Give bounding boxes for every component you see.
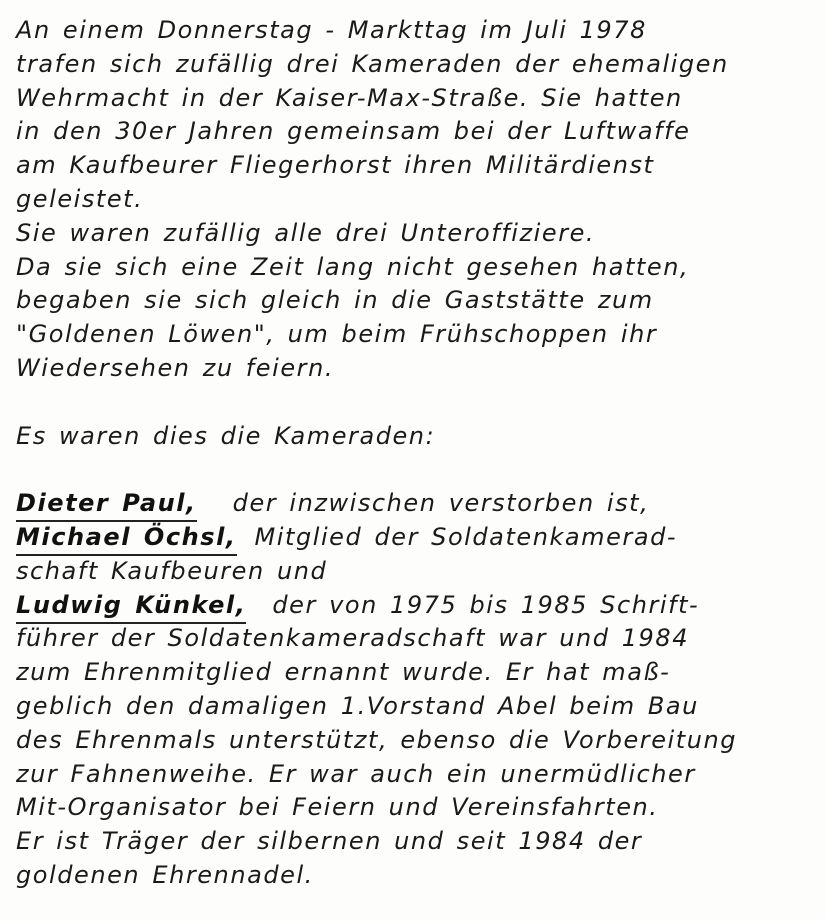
- comrade-entry-michael-oechsl: [16, 521, 816, 589]
- text-line: Mit-Organisator bei Feiern und Vereinsfahrten.: [16, 793, 659, 822]
- blank-line: [16, 453, 816, 487]
- comrade-entry-ludwig-kuenkel: [16, 589, 816, 893]
- comrade-name: Dieter Paul,: [16, 489, 197, 522]
- document-text: [16, 14, 816, 893]
- text-line: geleistet.: [16, 184, 144, 213]
- comrade-first-line: [16, 521, 816, 555]
- text-line: Wiedersehen zu feiern.: [16, 353, 335, 382]
- comrade-entry-dieter-paul: [16, 487, 816, 521]
- text-line: trafen sich zufällig drei Kameraden der ehemaligen: [16, 49, 729, 78]
- comrade-first-line: [16, 487, 816, 521]
- text-line: schaft Kaufbeuren und: [16, 556, 328, 585]
- comrade-first-line: [16, 589, 816, 623]
- comrade-description: der inzwischen verstorben ist,: [232, 489, 650, 518]
- text-line: Er ist Träger der silbernen und seit 1984 der: [16, 827, 643, 856]
- text-line: in den 30er Jahren gemeinsam bei der Luftwaffe: [16, 117, 691, 146]
- intro-paragraph: [16, 14, 816, 386]
- text-line: geblich den damaligen 1.Vorstand Abel beim Bau: [16, 691, 699, 720]
- text-line: "Goldenen Löwen", um beim Frühschoppen ihr: [16, 320, 658, 349]
- comrade-description: der von 1975 bis 1985 Schrift-: [272, 590, 700, 619]
- text-line: zur Fahnenweihe. Er war auch ein unermüdlicher: [16, 759, 696, 788]
- comrade-name: Ludwig Künkel,: [16, 591, 246, 624]
- text-line: zum Ehrenmitglied ernannt wurde. Er hat maß-: [16, 658, 671, 687]
- text-line: führer der Soldatenkameradschaft war und 1984: [16, 624, 690, 653]
- comrade-description: Mitglied der Soldatenkamerad-: [254, 522, 678, 551]
- text-line: goldenen Ehrennadel.: [16, 860, 314, 889]
- comrade-name: Michael Öchsl,: [16, 523, 237, 556]
- comrades-intro: Es waren dies die Kameraden:: [16, 421, 436, 450]
- text-line: Sie waren zufällig alle drei Unteroffiziere.: [16, 218, 596, 247]
- blank-line: [16, 386, 816, 420]
- text-line: am Kaufbeurer Fliegerhorst ihren Militärdienst: [16, 151, 655, 180]
- text-line: des Ehrenmals unterstützt, ebenso die Vorbereitung: [16, 725, 738, 754]
- text-line: Da sie sich eine Zeit lang nicht gesehen hatten,: [16, 252, 690, 281]
- text-line: An einem Donnerstag - Markttag im Juli 1978: [16, 16, 647, 44]
- text-line: Wehrmacht in der Kaiser-Max-Straße. Sie hatten: [16, 83, 683, 112]
- text-line: begaben sie sich gleich in die Gaststätte zum: [16, 286, 654, 315]
